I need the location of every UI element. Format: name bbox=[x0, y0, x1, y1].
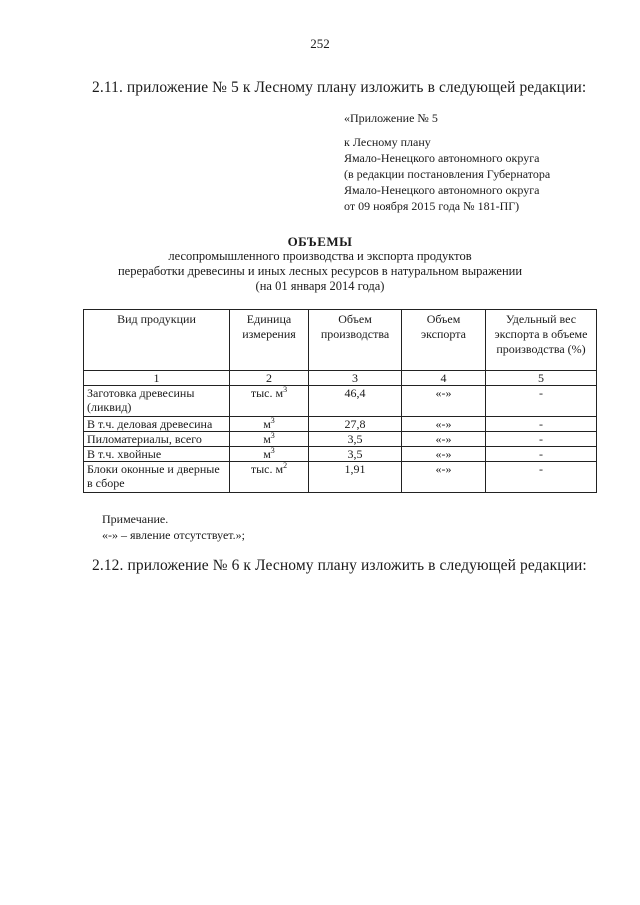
unit-cell: $м^3$ bbox=[230, 432, 309, 447]
product-name: Блоки оконные и дверные в сборе bbox=[84, 462, 230, 493]
table-title bbox=[0, 234, 640, 294]
header-cell: Единица измерения bbox=[230, 310, 309, 371]
product-name: Заготовка древесины (ликвид) bbox=[84, 386, 230, 417]
product-name: Пиломатериалы, всего bbox=[84, 432, 230, 447]
share-cell: - bbox=[486, 462, 597, 493]
production-cell: 3,5 bbox=[309, 432, 402, 447]
product-name: В т.ч. хвойные bbox=[84, 447, 230, 462]
share-cell: - bbox=[486, 417, 597, 432]
volumes-table bbox=[83, 309, 597, 493]
unit-cell: тыс. $м^3$ bbox=[230, 386, 309, 417]
section-2-11: 2.11. приложение № 5 к Лесному плану изложить в следующей редакции: bbox=[92, 79, 587, 96]
section-2-12: 2.12. приложение № 6 к Лесному плану изложить в следующей редакции: bbox=[92, 557, 587, 574]
column-number: 3 bbox=[309, 371, 402, 386]
export-cell: «-» bbox=[402, 447, 486, 462]
export-cell: «-» bbox=[402, 386, 486, 417]
production-cell: 3,5 bbox=[309, 447, 402, 462]
page-number: 252 bbox=[310, 36, 330, 51]
production-cell: 27,8 bbox=[309, 417, 402, 432]
table-row bbox=[84, 447, 597, 462]
export-cell: «-» bbox=[402, 462, 486, 493]
header-cell: Удельный вес экспорта в объеме производства (%) bbox=[486, 310, 597, 371]
appendix-line: Ямало-Ненецкого автономного округа bbox=[344, 151, 540, 165]
share-cell: - bbox=[486, 386, 597, 417]
unit-cell: $м^3$ bbox=[230, 447, 309, 462]
title-line: переработки древесины и иных лесных ресурсов в натуральном выражении bbox=[117, 264, 523, 278]
appendix-title: «Приложение № 5 bbox=[344, 111, 438, 125]
appendix-line: к Лесному плану bbox=[344, 135, 431, 149]
production-cell: 46,4 bbox=[309, 386, 402, 417]
table-header-row bbox=[84, 310, 597, 371]
note-label: Примечание. bbox=[102, 512, 169, 526]
production-cell: 1,91 bbox=[309, 462, 402, 493]
appendix-line: от 09 ноября 2015 года № 181-ПГ) bbox=[344, 199, 520, 213]
column-number: 4 bbox=[402, 371, 486, 386]
header-cell: Объем экспорта bbox=[402, 310, 486, 371]
title-line: лесопромышленного производства и экспорта продуктов bbox=[168, 249, 472, 263]
header-cell: Вид продукции bbox=[84, 310, 230, 371]
appendix-line: (в редакции постановления Губернатора bbox=[344, 167, 551, 181]
unit-cell: $м^3$ bbox=[230, 417, 309, 432]
column-number: 1 bbox=[84, 371, 230, 386]
table-row bbox=[84, 462, 597, 493]
share-cell: - bbox=[486, 447, 597, 462]
table-note bbox=[102, 511, 245, 543]
column-number: 2 bbox=[230, 371, 309, 386]
table-row bbox=[84, 432, 597, 447]
share-cell: - bbox=[486, 432, 597, 447]
export-cell: «-» bbox=[402, 432, 486, 447]
note-text: «-» – явление отсутствует.»; bbox=[102, 528, 245, 542]
title-line: (на 01 января 2014 года) bbox=[255, 279, 385, 293]
title-main: ОБЪЕМЫ bbox=[287, 234, 353, 249]
column-number-row bbox=[84, 371, 597, 386]
header-cell: Объем производства bbox=[309, 310, 402, 371]
table-row bbox=[84, 386, 597, 417]
appendix-line: Ямало-Ненецкого автономного округа bbox=[344, 183, 540, 197]
unit-cell: тыс. $м^2$ bbox=[230, 462, 309, 493]
appendix-header bbox=[344, 110, 550, 214]
product-name: В т.ч. деловая древесина bbox=[84, 417, 230, 432]
export-cell: «-» bbox=[402, 417, 486, 432]
column-number: 5 bbox=[486, 371, 597, 386]
table-row bbox=[84, 417, 597, 432]
